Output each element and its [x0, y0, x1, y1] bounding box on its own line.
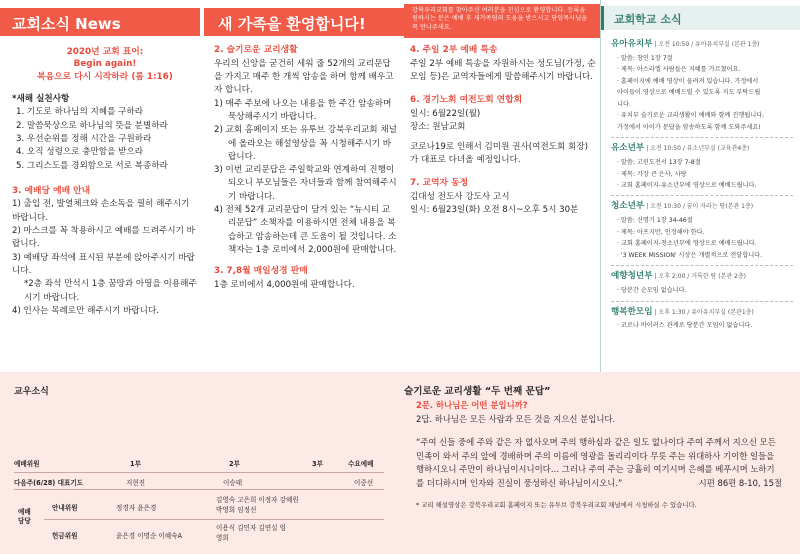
table-row — [14, 472, 384, 490]
section2-title: 2. 슬기로운 교리생활 — [214, 45, 298, 55]
list-item: 3. 우선순위를 정해 시간을 구원하라 — [16, 133, 152, 144]
s7-title: 7. 교역자 동정 — [410, 178, 469, 189]
section2-list — [214, 98, 398, 258]
column-3 — [410, 44, 596, 217]
dept-line: 니다. — [617, 100, 631, 108]
dept-line: · 말씀: 신명기 1장 34-46절 — [617, 217, 693, 225]
sidebar-title: 교회학교 소식 — [601, 6, 800, 30]
dept-line: 아이들이 영상으로 예배드릴 수 있도록 지도 부탁드립 — [617, 89, 761, 97]
table-cell: 정경자 윤은경 — [116, 504, 157, 512]
dept-line: · 말씀: 창인 1장 7절 — [617, 54, 673, 62]
column-2 — [214, 44, 398, 292]
divider — [611, 195, 793, 196]
list-item: 1) 출입 전, 발열체크와 손소독을 필히 해주시기 바랍니다. — [12, 199, 190, 223]
catechism-note: * 교리 해설영상은 강북우리교회 홈페이지 또는 유투브 강북우리교회 채널에서 시청하실 수 있습니다. — [416, 501, 697, 510]
table-cell: 윤은경 이명순 이혜숙A — [116, 532, 183, 540]
s6-line1: 일시: 6월22일(월) — [410, 108, 481, 119]
list-item: 3) 예배당 좌석에 표시된 부분에 앉아주시기 바랍니다. — [12, 252, 195, 276]
dept-meta: | 오후 1:30 / 유아유치부실 (본관1층) — [654, 308, 754, 316]
row-label: 안내위원 — [52, 504, 78, 512]
row-label: 다음주(6/28) 대표기도 — [14, 479, 84, 487]
dept-line: · 코로나 바이러스 관계로 당분간 모임이 없습니다. — [617, 322, 753, 330]
dept-line: 가정에서 아이가 문답을 암송하도록 함께 도와주세요! — [617, 123, 761, 131]
duty-label: 예배 담당 — [18, 508, 31, 526]
section3-title: 3. 7,8월 매일성경 판매 — [214, 266, 308, 277]
divider — [611, 301, 793, 302]
s6-line2: 장소: 원남교회 — [410, 122, 466, 133]
church-school-sidebar — [600, 0, 800, 372]
list-item: 2. 말씀묵상으로 하나님의 뜻을 분별하라 — [16, 120, 168, 131]
list-item: 1) 매주 주보에 나오는 내용을 한 주간 암송하며 묵상해주시기 바랍니다. — [214, 98, 392, 122]
dept-meta: | 오전 10:50 / 유아유치부실 (본관 1층) — [654, 41, 760, 48]
table-header: 1부 — [130, 460, 141, 468]
list-item: 5. 그리스도를 경외함으로 서로 복종하라 — [16, 160, 168, 171]
dept-line: · 제목: 아프지만, 인정해야 한다. — [617, 228, 705, 236]
dept-line: · '3 WEEK MISSION' 시상은 개별적으로 전달합니다. — [617, 251, 763, 259]
news-header: 교회소식 News — [0, 8, 200, 36]
divider — [611, 265, 793, 266]
section2-body: 우리의 신앙을 굳건히 세워 줄 52개의 교리문답을 가지고 매주 한 개씩 암송을 하며 함께 배우고자 합니다. — [214, 58, 394, 96]
catechism-question: 2문. 하나님은 어떤 분입니까? — [416, 400, 528, 411]
dept-line: · 제목: 가장 큰 은사, 사랑 — [617, 170, 687, 178]
duty-table — [14, 456, 384, 552]
list-item: 4) 전체 52개 교리문답이 담겨 있는 “뉴시티 교리문답” 소책자를 이용하시면 전체 내용을 복습하고 암송하는데 큰 도움이 될 것입니다. 소책자는 1층 로비에서 2,000원에 판매합니다. — [214, 205, 397, 255]
s4-title: 4. 주일 2부 예배 특송 — [410, 45, 498, 55]
table-cell: 이용식 김민자 김연실 엄영희 — [216, 524, 286, 542]
list-item: 4. 오직 성령으로 충만함을 받으라 — [16, 147, 144, 158]
table-header: 2부 — [229, 460, 240, 468]
practice-title: *새해 실천사항 — [12, 93, 70, 104]
practice-list — [12, 106, 198, 173]
s7-line1: 김대성 전도사 강도사 고시 — [410, 191, 510, 202]
dept-name: 행복한모임 — [611, 306, 653, 317]
welcome-note: 강북우리교회를 찾아주신 여러분을 진심으로 환영합니다. 등록을 원하시는 분은 예배 후 새가족팀의 도움을 받으시고 담임목사님을 꼭 만나주세요. — [404, 4, 600, 38]
dept-line: · 교회 홈페이지-유소년부에 영상으로 예배드립니다. — [617, 182, 757, 189]
worship-list — [12, 198, 198, 318]
dept-happy-meeting — [611, 305, 793, 332]
worship-title: 3. 예배당 예배 안내 — [12, 185, 91, 196]
table-row — [44, 494, 384, 520]
bottom-band — [0, 372, 800, 554]
column-1 — [12, 46, 198, 318]
welcome-header: 새 가족을 환영합니다! — [204, 8, 404, 36]
s6-title: 6. 경기노회 여전도회 연합회 — [410, 95, 523, 106]
member-news-title: 교우소식 — [14, 387, 49, 397]
list-item: 2) 마스크를 꼭 착용하시고 예배를 드려주시기 바랍니다. — [12, 226, 195, 250]
dept-youth-elementary — [611, 141, 793, 196]
list-item: 1. 기도로 하나님의 지혜를 구하라 — [16, 107, 144, 118]
dept-meta: | 오전 10:30 / 꿈이 자라는 땅(본관 1층) — [646, 203, 754, 211]
catechism-verse: 시편 86편 8-10, 15절 — [698, 477, 782, 488]
list-item: 4) 인사는 목례로만 해주시기 바랍니다. — [12, 305, 160, 316]
list-item: 2) 교회 홈페이지 또는 유투브 강북우리교회 채널에 올라오는 해설영상을 꼭 시청해주시기 바랍니다. — [214, 125, 397, 162]
table-cell: 이승태 — [223, 479, 243, 487]
table-cell: 이중선 — [354, 479, 374, 487]
dept-name: 유소년부 — [611, 143, 645, 154]
dept-teen — [611, 199, 793, 266]
dept-line: · 홈페이지에 예배 영상이 올려져 있습니다. 가정에서 — [617, 77, 759, 85]
dept-meta: | 오전 10:50 / 유소년부실 (교육관4층) — [646, 145, 750, 153]
dept-name: 예향청년부 — [611, 271, 653, 282]
s7-line2: 일시: 6월23일(화) 오전 8시~오후 5시 30분 — [410, 205, 579, 216]
list-item: 3) 이번 교리문답은 주일학교와 연계하여 진행이 되오니 부모님들은 자녀들과 함께 참여해주시기 바랍니다. — [214, 165, 397, 202]
list-item: *2층 좌석 만석시 1층 꿈땅과 아띵을 이용해주시기 바랍니다. — [24, 279, 197, 303]
table-header-row — [14, 456, 384, 470]
row-label: 헌금위원 — [52, 532, 78, 540]
s4-body: 주일 2부 예배 특송을 자원하시는 성도님(가정, 순모임 등)은 교역자들에게 말씀해주시기 바랍니다. — [410, 58, 596, 82]
dept-kindergarten — [611, 37, 793, 138]
catechism-block — [404, 384, 788, 511]
section3-body: 1층 로비에서 4,000원에 판매합니다. — [214, 279, 355, 290]
dept-line: · 교회 홈페이지-청소년부에 영상으로 예배드립니다. — [617, 240, 757, 248]
dept-meta: | 오후 2:00 / 거룩한 땅 (본관 2층) — [654, 273, 747, 281]
dept-line: · 제목: 아스라엘 사람들은 지혜를 가르쳤어요. — [617, 66, 741, 74]
dept-line: · 말씀: 고린도전서 13장 7-8절 — [617, 159, 701, 167]
dept-name: 청소년부 — [611, 201, 645, 212]
dept-line: · 당분간 순모임 없습니다. — [617, 287, 687, 295]
catechism-title: 슬기로운 교리생활 “두 번째 문답” — [404, 386, 551, 397]
table-header: 수요예배 — [348, 460, 374, 468]
table-row — [44, 522, 384, 548]
table-cell: 지현진 — [126, 479, 146, 487]
dept-line: · 유치부 슬기로운 교리생활이 예배와 함께 진행됩니다. — [617, 112, 765, 120]
motto-line-3: 복음으로 다시 시작하라 (롬 1:16) — [37, 71, 173, 82]
dept-young-adult — [611, 269, 793, 301]
motto-line-2: Begin again! — [73, 59, 137, 70]
dept-name: 유아유치부 — [611, 39, 653, 49]
motto-line-1: 2020년 교회 표어: — [66, 47, 144, 57]
table-header: 예배위원 — [14, 460, 40, 468]
s6-body: 코로나19로 인해서 김미원 권사(여전도회 회장)가 대표로 다녀올 예정입니다. — [410, 141, 588, 165]
catechism-quote: “주여 신들 중에 주와 같은 자 없사오며 주의 행하심과 같은 일도 없나이다 주여 주께서 지으신 모든 민족이 와서 주의 앞에 경배하며 주의 이름에 영광을 돌리리이다 무릇 주는 위대하사 기이한 일들을 행하시오니 주만이 하나님이시니이다… 그러나 주여 주는 긍휼히 여기시며 은혜를 베푸시며 노하기를 더디하시며 인자와 진실이 풍성하신 하나님이시오니.” — [416, 437, 776, 488]
catechism-answer: 2답. 하나님은 모든 사람과 모든 것을 지으신 분입니다. — [416, 413, 616, 424]
sidebar-body — [601, 34, 800, 332]
divider — [611, 137, 793, 138]
table-cell: 김영숙 고은희 이정자 강혜원 박영희 임정선 — [216, 496, 299, 514]
table-header: 3부 — [312, 460, 323, 468]
